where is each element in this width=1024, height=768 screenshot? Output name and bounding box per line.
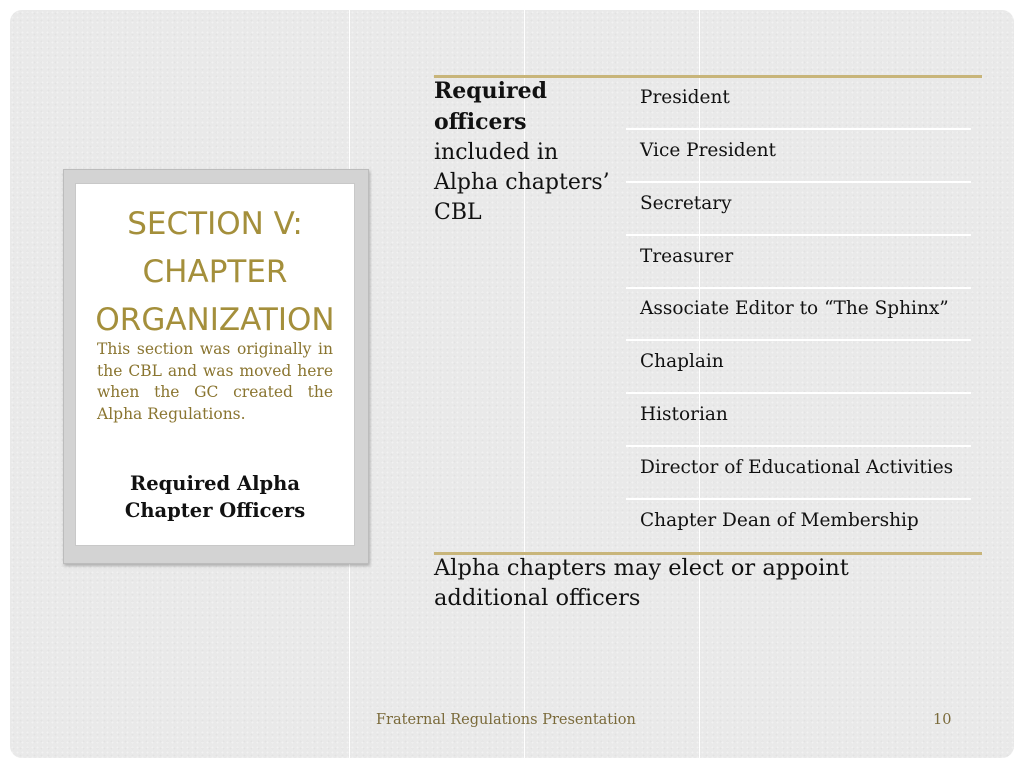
- officer-item: Historian: [640, 404, 728, 425]
- section-panel-inner: [75, 183, 355, 546]
- section-title-line: CHAPTER: [142, 254, 288, 290]
- row-separator: [626, 181, 971, 183]
- background-divider: [699, 10, 700, 758]
- page-number: 10: [933, 712, 952, 728]
- section-title: [76, 200, 354, 344]
- row-separator: [626, 287, 971, 289]
- row-separator: [626, 234, 971, 236]
- officer-item: Treasurer: [640, 246, 734, 267]
- officer-item: Director of Educational Activities: [640, 457, 954, 478]
- row-separator: [626, 498, 971, 500]
- row-separator: [626, 339, 971, 341]
- row-separator: [626, 392, 971, 394]
- table-header-cell: [434, 76, 620, 228]
- section-subtitle: [76, 470, 354, 524]
- officer-item: Chapter Dean of Membership: [640, 510, 919, 531]
- required-officers-context: included in Alpha chapters’ CBL: [434, 140, 610, 225]
- section-description: This section was originally in the CBL and was moved here when the GC created the Alpha Regulations.: [97, 340, 333, 423]
- officer-item: Associate Editor to “The Sphinx”: [640, 298, 949, 319]
- section-title-line: SECTION V:: [127, 206, 303, 242]
- officer-item: President: [640, 87, 730, 108]
- section-subtitle-line: Chapter Officers: [124, 499, 306, 522]
- section-title-line: ORGANIZATION: [95, 302, 335, 338]
- officer-item: Secretary: [640, 193, 732, 214]
- row-separator: [626, 445, 971, 447]
- officer-item: Chaplain: [640, 351, 724, 372]
- section-subtitle-line: Required Alpha: [130, 472, 300, 495]
- additional-officers-note: Alpha chapters may elect or appoint additional officers: [434, 555, 849, 611]
- officer-item: Vice President: [640, 140, 776, 161]
- section-panel: [63, 169, 369, 564]
- required-officers-label: Required officers: [434, 78, 547, 135]
- footer-text: Fraternal Regulations Presentation: [376, 712, 636, 728]
- row-separator: [626, 128, 971, 130]
